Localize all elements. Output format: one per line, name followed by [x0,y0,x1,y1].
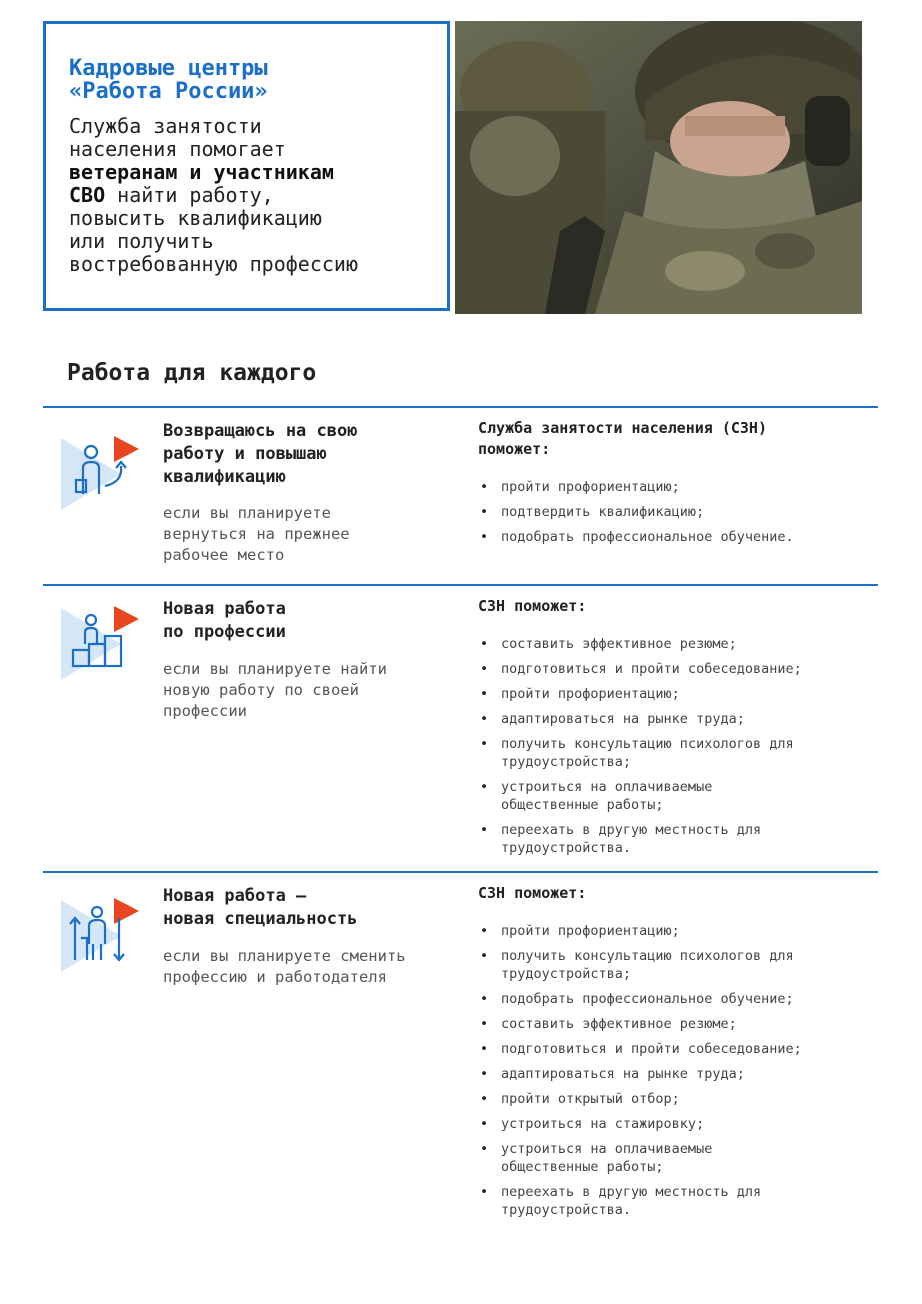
help-list [478,635,878,864]
row-title: Новая работа по профессии [163,599,286,642]
soldiers-photo [455,21,862,314]
list-item: • пройти профориентацию; [478,685,878,703]
list-item: • устроиться на оплачиваемые общественные работы; [478,1140,878,1176]
row-description: если вы планируете найти новую работу по своей профессии [163,660,387,720]
row-new-job-specialty [43,873,878,1253]
help-title: СЗН поможет: [478,884,587,902]
hero-box [43,21,450,311]
hero-title: Кадровые центры «Работа России» [69,56,268,104]
list-item: • подобрать профессиональное обучение; [478,990,878,1008]
list-item: • составить эффективное резюме; [478,1015,878,1033]
list-item: • пройти профориентацию; [478,922,878,940]
list-item: • подобрать профессиональное обучение. [478,528,878,546]
list-item: • переехать в другую местность для трудоустройства. [478,821,878,857]
row-description: если вы планируете сменить профессию и работодателя [163,947,406,986]
hero-text-part2: найти работу, повысить квалификацию или получить востребованную профессию [69,183,358,276]
list-item: • адаптироваться на рынке труда; [478,1065,878,1083]
hero-text-part1: Служба занятости населения помогает [69,114,286,161]
help-list [478,922,878,1226]
list-item: • адаптироваться на рынке труда; [478,710,878,728]
career-change-icon [59,894,139,974]
help-title: СЗН поможет: [478,597,587,615]
list-item: • подготовиться и пройти собеседование; [478,660,878,678]
list-item: • подготовиться и пройти собеседование; [478,1040,878,1058]
row-description: если вы планируете вернуться на прежнее рабочее место [163,504,350,564]
list-item: • переехать в другую местность для трудоустройства. [478,1183,878,1219]
list-item: • пройти открытый отбор; [478,1090,878,1108]
list-item: • получить консультацию психологов для трудоустройства; [478,735,878,771]
career-step-icon [59,602,139,682]
return-to-work-icon [59,432,139,512]
hero-text [69,115,427,276]
row-title: Новая работа — новая специальность [163,886,358,929]
soldiers-photo-illustration [455,21,862,314]
help-list [478,478,878,553]
hero-text-bold: ветеранам и участникам СВО [69,160,334,207]
list-item: • составить эффективное резюме; [478,635,878,653]
list-item: • получить консультацию психологов для трудоустройства; [478,947,878,983]
list-item: • пройти профориентацию; [478,478,878,496]
list-item: • устроиться на оплачиваемые общественные работы; [478,778,878,814]
help-title: Служба занятости населения (СЗН) поможет: [478,419,767,458]
section-title: Работа для каждого [67,360,317,386]
row-return-to-work [43,408,878,584]
list-item: • подтвердить квалификацию; [478,503,878,521]
row-new-job-profession [43,586,878,872]
list-item: • устроиться на стажировку; [478,1115,878,1133]
row-title: Возвращаюсь на свою работу и повышаю квалификацию [163,421,358,487]
